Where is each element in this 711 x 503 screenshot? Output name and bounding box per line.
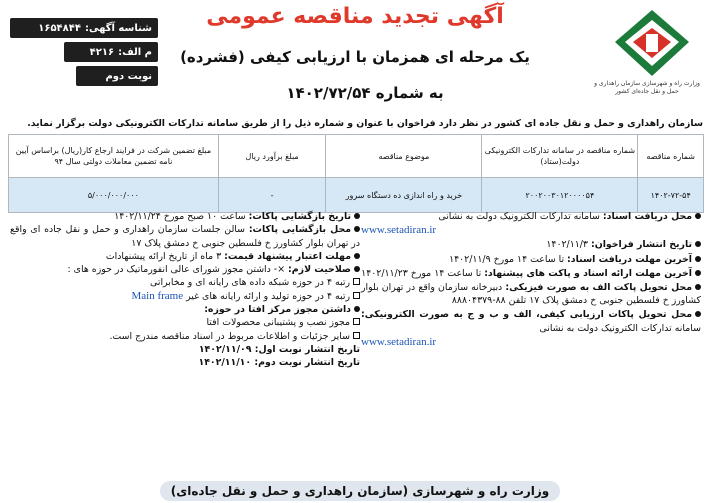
bullet-icon	[695, 256, 701, 262]
opening-place-value: سالن جلسات سازمان راهداری و حمل و نقل جاده ای واقع در تهران بلوار کشاورز خ فلسطین جنوبی خ دمشق پلاک ۱۷	[10, 224, 360, 249]
right-column	[361, 210, 701, 350]
m-alef-badge	[64, 42, 158, 62]
ad-id-label: شناسه آگهی:	[84, 22, 152, 34]
receive-text: سامانه تدارکات الکترونیک دولت به نشانی	[438, 211, 600, 222]
bullet-icon	[354, 226, 360, 232]
rank-2-en: Main frame	[131, 289, 184, 302]
deadline-docs-value: تا ساعت ۱۴ مورخ ۱۴۰۲/۱۱/۹	[449, 253, 565, 265]
table-cell: ۵/۰۰۰/۰۰۰/۰۰۰	[9, 178, 219, 213]
table-header: شماره مناقصه در سامانه تدارکات الکترونیکی دولت(ستاد)	[482, 135, 638, 178]
receive-label: محل دریافت اسناد:	[602, 211, 692, 222]
bullet-icon	[695, 241, 701, 247]
deadline-docs-label: آخرین مهلت دریافت اسناد:	[567, 253, 692, 265]
rank-1: رتبه ۴ در حوزه شبکه داده های رایانه ای و مخابراتی	[150, 277, 350, 289]
logo-caption: وزارت راه و شهرسازی سازمان راهداری و حمل و نقل جاده‌ای کشور	[594, 80, 700, 95]
envelope-a-label: محل تحویل پاکت الف به صورت فیزیکی:	[505, 282, 692, 294]
page-title: آگهی تجدید مناقصه عمومی	[206, 4, 504, 29]
checkbox-square-icon	[353, 278, 360, 285]
page-subtitle: یک مرحله ای همزمان با ارزیابی کیفی (فشرده)	[180, 48, 530, 66]
envelope-all-value: سامانه تدارکات الکترونیک دولت به نشانی	[539, 322, 701, 334]
publish-label: تاریخ انتشار فراخوان:	[590, 239, 692, 251]
bullet-icon	[354, 253, 360, 259]
table-cell: ۱۴۰۲-۷۲-۵۴	[638, 178, 704, 213]
intro-text: سازمان راهداری و حمل و نقل جاده ای کشور در نظر دارد فراخوان با عنوان و شماره ذیل را از طریق سامانه تدارکات الکترونیکی دولت برگزار نماید.	[27, 118, 703, 129]
opening-place-label: محل بازگشایی پاکات:	[248, 224, 352, 236]
table-header: شماره مناقصه	[638, 135, 704, 178]
table-cell: -	[218, 178, 326, 213]
left-column	[10, 210, 360, 370]
rank-2: رتبه ۴ در حوزه تولید و ارائه رایانه های غیر	[186, 290, 350, 302]
m-alef-value: ۴۲۱۶	[89, 46, 115, 58]
envelope-a-value: دبیرخانه سازمان واقع در تهران بلوار کشاورز خ فلسطین جنوبی خ دمشق پلاک ۱۷ تلفن ۸۸-۸۸۸۰۴۳۷۹	[361, 282, 701, 307]
publish-value: ۱۴۰۲/۱۱/۳	[546, 239, 588, 251]
table-cell: خرید و راه اندازی ده دستگاه سرور	[326, 178, 482, 213]
envelope-all-label: محل تحویل پاکات ارزیابی کیفی، الف و ب و ج به صورت الکترونیکی:	[361, 309, 692, 321]
validity-label: مهلت اعتبار پیشنهاد قیمت:	[224, 250, 351, 262]
checkbox-square-icon	[353, 292, 360, 299]
tender-number: به شماره ۱۴۰۲/۷۲/۵۴	[286, 84, 444, 102]
ad-id-badge	[10, 18, 158, 38]
table-header: مبلغ برآورد ریال	[218, 135, 326, 178]
opening-date-value: ساعت ۱۰ صبح مورخ ۱۴۰۲/۱۱/۲۴	[114, 211, 246, 222]
validity-value: ۳ ماه از تاریخ ارائه پیشنهادات	[105, 250, 222, 262]
bullet-icon	[695, 270, 701, 276]
second-publish-date: تاریخ انتشار نوبت دوم: ۱۴۰۲/۱۱/۱۰	[198, 357, 360, 369]
table-cell: ۲۰۰۲۰۰۳۰۱۲۰۰۰۰۵۴	[482, 178, 638, 213]
bullet-icon	[354, 306, 360, 312]
bullet-icon	[695, 213, 701, 219]
setad-link[interactable]: www.setadiran.ir	[361, 335, 437, 348]
bullet-icon	[695, 311, 701, 317]
bullet-icon	[354, 213, 360, 219]
deadline-submit-label: آخرین مهلت ارائه اسناد و پاکت های پیشنهاد:	[484, 267, 692, 279]
ad-id-value: ۱۶۵۴۸۴۴	[38, 22, 81, 34]
table-row	[9, 178, 704, 213]
bullet-icon	[695, 284, 701, 290]
table-header-row	[9, 135, 704, 178]
first-publish-date: تاریخ انتشار نوبت اول: ۱۴۰۲/۱۱/۰۹	[198, 343, 360, 355]
footer-text: وزارت راه و شهرسازی (سازمان راهداری و حمل و نقل جاده‌ای)	[160, 481, 560, 501]
m-alef-label: م الف:	[118, 46, 152, 58]
ministry-logo-icon	[613, 8, 691, 78]
table-header: موضوع مناقصه	[326, 135, 482, 178]
table-header: مبلغ تضمین شرکت در فرایند ارجاع کار(ریال) براساس آیین نامه تضمین معاملات دولتی سال ۹۴	[9, 135, 219, 178]
opening-date-label: تاریخ بازگشایی پاکات:	[248, 211, 351, 222]
afta-item: مجوز نصب و پشتیبانی محصولات افتا	[206, 317, 350, 329]
setad-link[interactable]: www.setadiran.ir	[361, 224, 437, 237]
qualification-value: ×- داشتن مجوز شورای عالی انفورماتیک در حوزه های :	[67, 264, 286, 276]
ad-badges	[8, 18, 158, 90]
tender-table	[8, 134, 704, 213]
qualification-label: صلاحیت لازم:	[288, 264, 351, 276]
round-label: نوبت دوم	[105, 70, 152, 82]
bullet-icon	[354, 266, 360, 272]
checkbox-square-icon	[353, 332, 360, 339]
footer	[0, 475, 711, 503]
afta-label: داشتن مجوز مرکز افتا در حوزه:	[204, 304, 351, 316]
other-details: سایر جزئیات و اطلاعات مربوط در اسناد مناقصه مندرج است.	[109, 330, 350, 342]
checkbox-square-icon	[353, 318, 360, 325]
deadline-submit-value: تا ساعت ۱۴ مورخ ۱۴۰۲/۱۱/۲۳	[361, 267, 482, 279]
round-badge	[76, 66, 158, 86]
